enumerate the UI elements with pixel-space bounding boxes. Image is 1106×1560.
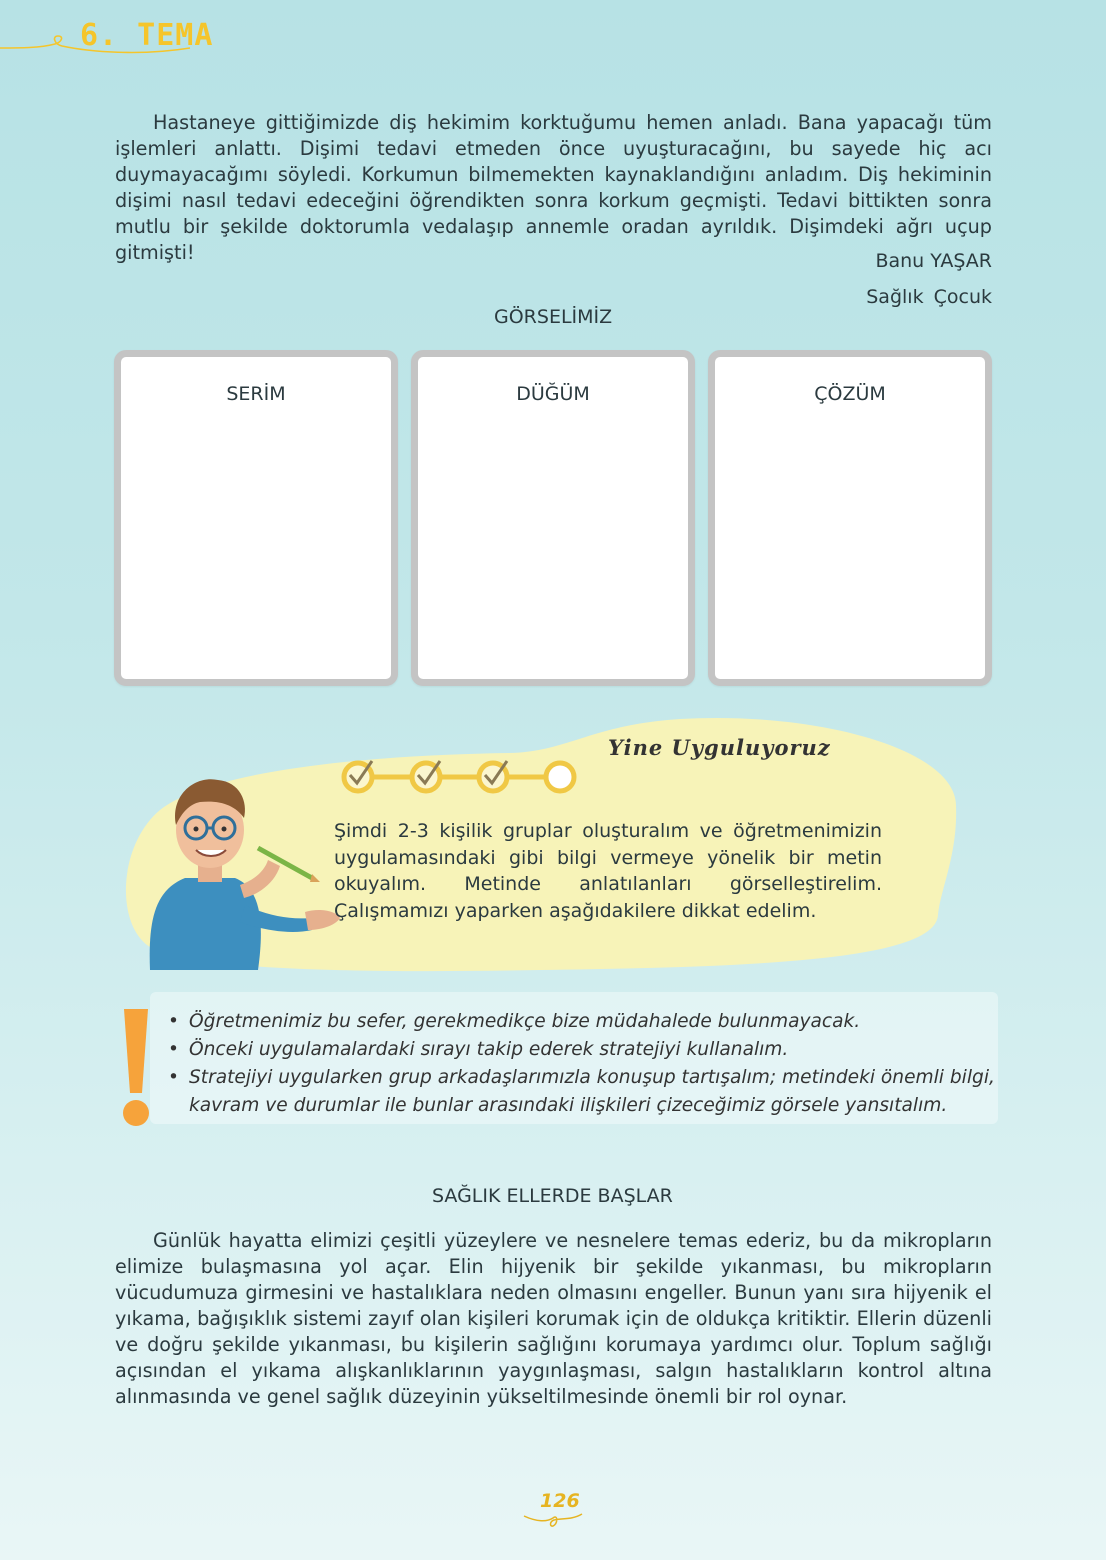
page-number-swirl-icon: [522, 1508, 584, 1530]
activity-text: Şimdi 2-3 kişilik gruplar oluşturalım ve öğretmenimizin uygulamasındaki gibi bilgi vermeye yönelik bir metin okuyalım. Metinde anlatılanları görselleştirelim. Çalışmamızı yaparken aşağıdakilere dikkat edelim.: [334, 820, 882, 922]
section-title: SAĞLIK ELLERDE BAŞLAR: [432, 1185, 673, 1207]
page-number: 126: [540, 1490, 580, 1512]
check-circle-icon: [344, 761, 372, 791]
check-circle-icon: [479, 761, 507, 791]
story-author: Banu YAŞAR: [875, 250, 992, 272]
check-circle-icon: [412, 761, 440, 791]
visual-section-title: GÖRSELİMİZ: [494, 306, 613, 328]
student-illustration: [140, 770, 340, 970]
activity-box: [120, 715, 965, 975]
note-item: • Stratejiyi uygularken grup arkadaşlarımızla konuşup tartışalım; metindeki önemli bilgi, kavram ve durumlar ile bunlar arasındaki ilişkileri çizeceğimiz görsele yansıtalım.: [168, 1064, 998, 1120]
exclamation-icon: [118, 1005, 154, 1129]
notes-list: [168, 1008, 998, 1120]
empty-circle-icon: [546, 763, 574, 791]
note-item: • Önceki uygulamalardaki sırayı takip ederek stratejiyi kullanalım.: [168, 1036, 998, 1064]
story-source: Sağlık Çocuk: [866, 286, 992, 308]
panel-label: SERİM: [226, 383, 286, 405]
story-paragraph: Hastaneye gittiğimizde diş hekimim korktuğumu hemen anladı. Bana yapacağı tüm işlemleri anlattı. Dişimi tedavi etmeden önce uyuşturacağını, bu sayede hiç acı duymayacağımı söyledi. Korkumun bilmemekten kaynaklandığını anladım. Diş hekiminin dişimi nasıl tedavi edeceğini öğrendikten sonra korkum geçmişti. Tedavi bittikten sonra mutlu bir şekilde doktorumla vedalaşıp annemle oradan ayrıldık. Dişimdeki ağrı uçup gitmişti!: [115, 111, 992, 264]
panel-serim[interactable]: [114, 350, 398, 686]
theme-title: 6. TEMA: [80, 18, 214, 53]
panel-label: DÜĞÜM: [516, 383, 590, 405]
activity-title: Yine Uyguluyoruz: [608, 735, 831, 760]
panel-label: ÇÖZÜM: [814, 383, 886, 405]
progress-steps: [338, 757, 583, 797]
panel-dugum[interactable]: [411, 350, 695, 686]
note-item: • Öğretmenimiz bu sefer, gerekmedikçe bize müdahalede bulunmayacak.: [168, 1008, 998, 1036]
panel-cozum[interactable]: [708, 350, 992, 686]
section-paragraph: Günlük hayatta elimizi çeşitli yüzeylere ve nesnelere temas ederiz, bu da mikropların elimize bulaşmasına yol açar. Elin hijyenik bir şekilde yıkanması, bu mikropların vücudumuza girmesini ve hastalıklara neden olmasını engeller. Bunun yanı sıra hijyenik el yıkama, bağışıklık sistemi zayıf olan kişileri korumak için de oldukça kritiktir. Ellerin düzenli ve doğru şekilde yıkanması, bu kişilerin sağlığını korumaya yardımcı olur. Toplum sağlığı açısından el yıkama alışkanlıklarının yaygınlaşması, salgın hastalıkların kontrol altına alınmasında ve genel sağlık düzeyinin yükseltilmesinde önemli bir rol oynar.: [115, 1229, 992, 1408]
